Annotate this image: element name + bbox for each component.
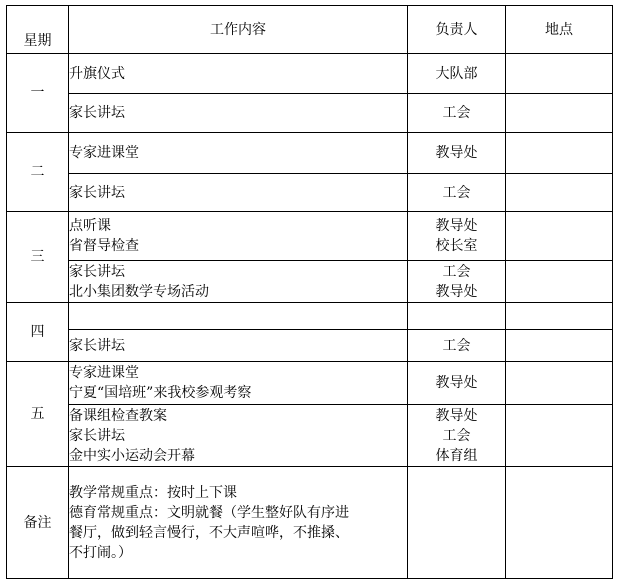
task-cell xyxy=(69,261,408,303)
owner-cell xyxy=(408,330,506,362)
owner-line: 工会 xyxy=(442,427,471,444)
task-cell xyxy=(69,362,408,405)
owner-line: 工会 xyxy=(442,337,471,354)
table-row xyxy=(7,303,613,330)
day-cell-mon: 一 xyxy=(7,54,69,133)
owner-cell xyxy=(408,362,506,405)
day-cell-thu: 四 xyxy=(7,303,69,362)
owner-cell xyxy=(408,261,506,303)
place-cell xyxy=(506,133,613,174)
task-cell xyxy=(69,174,408,212)
table-row xyxy=(7,261,613,303)
owner-cell xyxy=(408,94,506,133)
note-line: 餐厅，做到轻言慢行，不大声喧哗，不推搡、 xyxy=(69,524,349,541)
note-line: 德育常规重点：文明就餐（学生整好队有序进 xyxy=(69,504,349,521)
task-line: 省督导检查 xyxy=(69,238,139,254)
task-line: 家长讲坛 xyxy=(69,337,125,354)
owner-line: 教导处 xyxy=(435,375,478,391)
notes-label: 备注 xyxy=(7,467,69,579)
header-place: 地点 xyxy=(506,6,613,54)
day-cell-tue: 二 xyxy=(7,133,69,212)
task-line: 点听课 xyxy=(69,218,111,234)
owner-line: 教导处 xyxy=(435,283,478,300)
task-cell xyxy=(69,303,408,330)
day-cell-wed: 三 xyxy=(7,212,69,303)
task-line: 家长讲坛 xyxy=(69,105,125,121)
task-cell xyxy=(69,212,408,261)
task-cell xyxy=(69,94,408,133)
header-row xyxy=(7,6,613,54)
table-row xyxy=(7,94,613,133)
place-cell xyxy=(506,362,613,405)
notes-row xyxy=(7,467,613,579)
table-row xyxy=(7,362,613,405)
table-row xyxy=(7,174,613,212)
owner-line: 教导处 xyxy=(435,218,478,234)
owner-line: 大队部 xyxy=(435,65,478,82)
task-cell xyxy=(69,330,408,362)
place-cell xyxy=(506,261,613,303)
owner-line: 教导处 xyxy=(435,407,478,424)
place-cell xyxy=(506,212,613,261)
place-cell xyxy=(506,405,613,467)
owner-cell xyxy=(408,212,506,261)
notes-cell xyxy=(69,467,408,579)
note-line: 教学常规重点：按时上下课 xyxy=(69,484,237,501)
table-row xyxy=(7,212,613,261)
task-line: 升旗仪式 xyxy=(69,65,125,82)
task-line: 家长讲坛 xyxy=(69,263,125,280)
header-content: 工作内容 xyxy=(69,6,408,54)
place-cell xyxy=(506,303,613,330)
owner-line: 教导处 xyxy=(435,145,478,161)
owner-line: 工会 xyxy=(442,184,471,201)
place-cell xyxy=(506,54,613,94)
task-line: 专家进课堂 xyxy=(69,145,139,161)
task-line: 家长讲坛 xyxy=(69,427,125,444)
task-line: 金中实小运动会开幕 xyxy=(69,447,195,464)
place-cell xyxy=(506,330,613,362)
note-line: 不打闹。） xyxy=(69,544,132,561)
owner-cell xyxy=(408,174,506,212)
day-cell-fri: 五 xyxy=(7,362,69,467)
header-owner: 负责人 xyxy=(408,6,506,54)
task-line: 家长讲坛 xyxy=(69,184,125,201)
task-cell xyxy=(69,405,408,467)
owner-line: 校长室 xyxy=(435,238,478,254)
owner-cell xyxy=(408,54,506,94)
task-line: 宁夏“国培班”来我校参观考察 xyxy=(69,385,252,401)
table-row xyxy=(7,405,613,467)
header-day: 星期 xyxy=(7,6,69,54)
task-cell xyxy=(69,133,408,174)
task-line: 备课组检查教案 xyxy=(69,407,167,424)
place-cell xyxy=(506,174,613,212)
weekly-schedule-table xyxy=(6,5,613,579)
owner-cell xyxy=(408,303,506,330)
owner-cell xyxy=(408,467,506,579)
place-cell xyxy=(506,94,613,133)
owner-cell xyxy=(408,133,506,174)
owner-line: 体育组 xyxy=(435,447,478,464)
table-row xyxy=(7,54,613,94)
table-row xyxy=(7,133,613,174)
task-cell xyxy=(69,54,408,94)
owner-cell xyxy=(408,405,506,467)
task-line: 专家进课堂 xyxy=(69,365,139,381)
place-cell xyxy=(506,467,613,579)
table-row xyxy=(7,330,613,362)
owner-line: 工会 xyxy=(442,263,471,280)
task-line: 北小集团数学专场活动 xyxy=(69,283,209,300)
owner-line: 工会 xyxy=(442,105,471,121)
